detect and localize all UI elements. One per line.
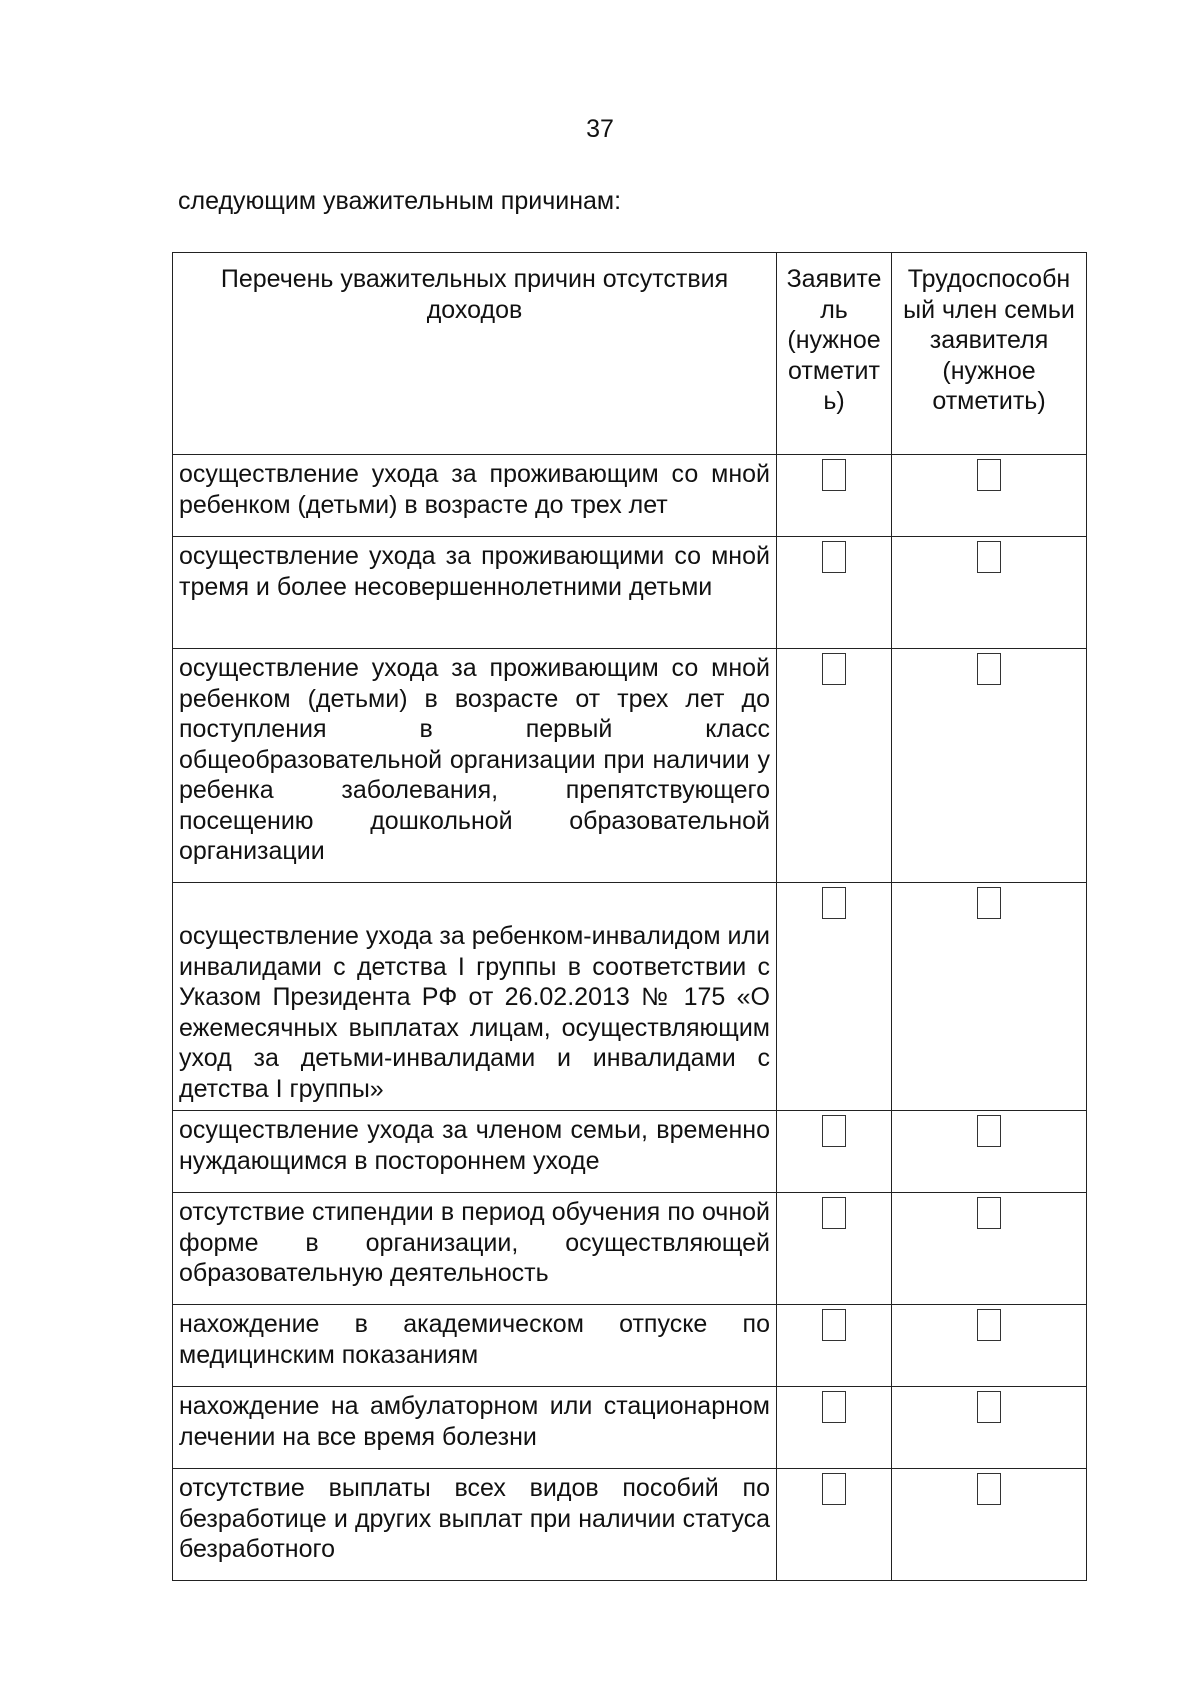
table-row [173, 537, 1087, 649]
reason-cell: отсутствие стипендии в период обучения по очной форме в организации, осуществляющей образовательную деятельность [173, 1193, 777, 1305]
family-member-check-cell [892, 1305, 1087, 1387]
reason-cell: осуществление ухода за проживающими со мной тремя и более несовершеннолетними детьми [173, 537, 777, 649]
applicant-checkbox[interactable] [822, 887, 846, 919]
reason-cell: нахождение на амбулаторном или стационарном лечении на все время болезни [173, 1387, 777, 1469]
applicant-checkbox[interactable] [822, 1391, 846, 1423]
table-row [173, 1469, 1087, 1581]
table-header-row [173, 253, 1087, 455]
applicant-check-cell [777, 649, 892, 883]
page-number: 37 [586, 115, 614, 143]
family-member-checkbox[interactable] [977, 1115, 1001, 1147]
family-member-checkbox[interactable] [977, 887, 1001, 919]
reason-cell: осуществление ухода за проживающим со мной ребенком (детьми) в возрасте до трех лет [173, 455, 777, 537]
reasons-table [172, 252, 1087, 1581]
header-family-member: Трудоспособн ый член семьи заявителя (нужное отметить) [892, 253, 1087, 455]
lead-text: следующим уважительным причинам: [178, 187, 622, 215]
applicant-check-cell [777, 537, 892, 649]
family-member-check-cell [892, 455, 1087, 537]
header-reasons: Перечень уважительных причин отсутствия доходов [173, 253, 777, 455]
family-member-checkbox[interactable] [977, 459, 1001, 491]
reason-cell: осуществление ухода за проживающим со мной ребенком (детьми) в возрасте от трех лет до поступления в первый класс общеобразовательной организации при наличии у ребенка заболевания, препятствующего посещению дошкольной образовательной организации [173, 649, 777, 883]
family-member-check-cell [892, 649, 1087, 883]
family-member-check-cell [892, 1111, 1087, 1193]
family-member-checkbox[interactable] [977, 1197, 1001, 1229]
applicant-checkbox[interactable] [822, 1115, 846, 1147]
family-member-checkbox[interactable] [977, 1391, 1001, 1423]
table-row [173, 1305, 1087, 1387]
family-member-check-cell [892, 883, 1087, 1111]
applicant-check-cell [777, 883, 892, 1111]
table-row [173, 1387, 1087, 1469]
table-row [173, 455, 1087, 537]
applicant-checkbox[interactable] [822, 653, 846, 685]
applicant-checkbox[interactable] [822, 459, 846, 491]
family-member-checkbox[interactable] [977, 541, 1001, 573]
applicant-check-cell [777, 1469, 892, 1581]
applicant-check-cell [777, 1305, 892, 1387]
table-row [173, 1193, 1087, 1305]
reason-cell: отсутствие выплаты всех видов пособий по безработице и других выплат при наличии статуса безработного [173, 1469, 777, 1581]
family-member-checkbox[interactable] [977, 1473, 1001, 1505]
applicant-checkbox[interactable] [822, 1197, 846, 1229]
applicant-check-cell [777, 455, 892, 537]
family-member-checkbox[interactable] [977, 1309, 1001, 1341]
family-member-check-cell [892, 1193, 1087, 1305]
reason-cell: осуществление ухода за членом семьи, временно нуждающимся в постороннем уходе [173, 1111, 777, 1193]
table-row [173, 883, 1087, 1111]
family-member-check-cell [892, 1469, 1087, 1581]
reason-cell: нахождение в академическом отпуске по медицинским показаниям [173, 1305, 777, 1387]
applicant-check-cell [777, 1193, 892, 1305]
reason-cell: осуществление ухода за ребенком-инвалидом или инвалидами с детства I группы в соответствии с Указом Президента РФ от 26.02.2013 № 175 «О ежемесячных выплатах лицам, осуществляющим уход за детьми-инвалидами и инвалидами с детства I группы» [173, 883, 777, 1111]
applicant-check-cell [777, 1111, 892, 1193]
applicant-check-cell [777, 1387, 892, 1469]
family-member-checkbox[interactable] [977, 653, 1001, 685]
applicant-checkbox[interactable] [822, 541, 846, 573]
header-applicant: Заявите ль (нужное отметит ь) [777, 253, 892, 455]
table-row [173, 1111, 1087, 1193]
family-member-check-cell [892, 537, 1087, 649]
family-member-check-cell [892, 1387, 1087, 1469]
table-row [173, 649, 1087, 883]
applicant-checkbox[interactable] [822, 1309, 846, 1341]
applicant-checkbox[interactable] [822, 1473, 846, 1505]
